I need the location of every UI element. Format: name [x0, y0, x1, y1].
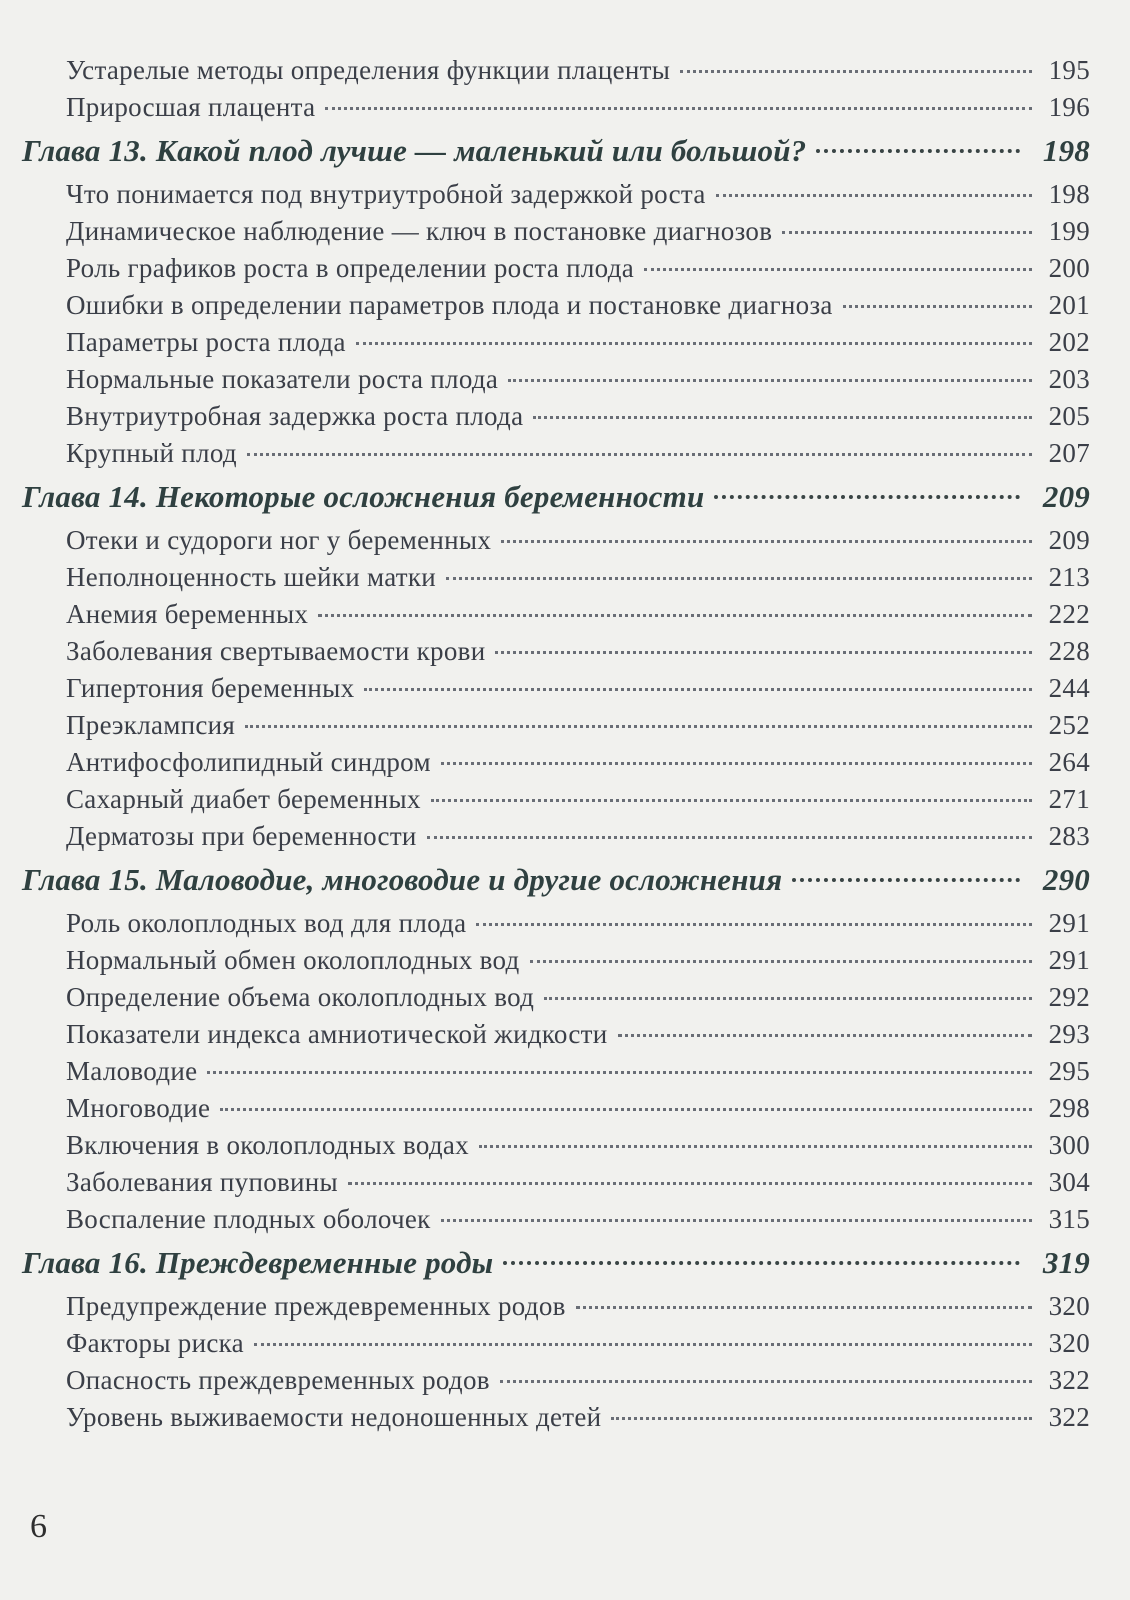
page-reference: 315 — [1048, 1204, 1090, 1234]
dot-leader — [325, 107, 1032, 110]
toc-section-entry — [22, 1325, 1090, 1362]
section-title: Заболевания пуповины — [66, 1167, 338, 1197]
toc-chapter-entry — [22, 472, 1090, 522]
dot-leader — [500, 1380, 1032, 1383]
dot-leader — [476, 923, 1032, 926]
dot-leader — [441, 1219, 1032, 1222]
toc-section-entry — [22, 633, 1090, 670]
page-reference: 291 — [1048, 908, 1090, 938]
toc-section-entry — [22, 1053, 1090, 1090]
page-reference: 300 — [1048, 1130, 1090, 1160]
dot-leader — [446, 577, 1032, 580]
toc-section-entry — [22, 1016, 1090, 1053]
dot-leader — [356, 342, 1032, 345]
dot-leader — [348, 1182, 1032, 1185]
section-title: Опасность преждевременных родов — [66, 1365, 490, 1395]
page-reference: 244 — [1048, 673, 1090, 703]
dot-leader — [427, 836, 1032, 839]
section-title: Устарелые методы определения функции плаценты — [66, 55, 671, 85]
toc-section-entry — [22, 361, 1090, 398]
toc-section-entry — [22, 1399, 1090, 1436]
page-reference: 252 — [1048, 710, 1090, 740]
page-number: 6 — [30, 1508, 47, 1545]
dot-leader — [530, 960, 1032, 963]
section-title: Динамическое наблюдение — ключ в постановке диагнозов — [66, 216, 773, 246]
section-title: Нормальные показатели роста плода — [66, 364, 499, 394]
page-reference: 200 — [1048, 253, 1090, 283]
toc-section-entry — [22, 942, 1090, 979]
toc-section-entry — [22, 781, 1090, 818]
section-title: Воспаление плодных оболочек — [66, 1204, 431, 1234]
toc-section-entry — [22, 1288, 1090, 1325]
chapter-title: Глава 15. Маловодие, многоводие и другие осложнения — [22, 862, 783, 897]
toc-section-entry — [22, 89, 1090, 126]
section-title: Многоводие — [66, 1093, 211, 1123]
page-reference: 322 — [1048, 1365, 1090, 1395]
section-title: Уровень выживаемости недоношенных детей — [66, 1402, 602, 1432]
page-reference: 295 — [1048, 1056, 1090, 1086]
dot-leader — [495, 651, 1032, 654]
dot-leader — [792, 878, 1020, 882]
dot-leader — [533, 416, 1032, 419]
chapter-title: Глава 14. Некоторые осложнения беременности — [22, 479, 705, 514]
toc-section-entry — [22, 905, 1090, 942]
toc-section-entry — [22, 176, 1090, 213]
section-title: Сахарный диабет беременных — [66, 784, 421, 814]
dot-leader — [644, 268, 1032, 271]
toc-chapter-entry — [22, 855, 1090, 905]
section-title: Включения в околоплодных водах — [66, 1130, 469, 1160]
toc-section-entry — [22, 1127, 1090, 1164]
section-title: Факторы риска — [66, 1328, 244, 1358]
section-title: Параметры роста плода — [66, 327, 346, 357]
dot-leader — [508, 379, 1032, 382]
toc-section-entry — [22, 744, 1090, 781]
dot-leader — [207, 1071, 1032, 1074]
section-title: Заболевания свертываемости крови — [66, 636, 486, 666]
page-reference: 283 — [1048, 821, 1090, 851]
toc-section-entry — [22, 250, 1090, 287]
section-title: Неполноценность шейки матки — [66, 562, 437, 592]
section-title: Определение объема околоплодных вод — [66, 982, 535, 1012]
page-reference: 209 — [1042, 479, 1090, 514]
section-title: Что понимается под внутриутробной задержкой роста — [66, 179, 706, 209]
page-reference: 203 — [1048, 364, 1090, 394]
page-reference: 195 — [1048, 55, 1090, 85]
toc-section-entry — [22, 979, 1090, 1016]
page-reference: 201 — [1048, 290, 1090, 320]
toc-section-entry — [22, 287, 1090, 324]
section-title: Антифосфолипидный синдром — [66, 747, 431, 777]
section-title: Показатели индекса амниотической жидкости — [66, 1019, 608, 1049]
page-reference: 264 — [1048, 747, 1090, 777]
dot-leader — [618, 1034, 1032, 1037]
chapter-title: Глава 16. Преждевременные роды — [22, 1245, 494, 1280]
dot-leader — [611, 1417, 1032, 1420]
page-reference: 298 — [1048, 1093, 1090, 1123]
page-reference: 209 — [1048, 525, 1090, 555]
page-reference: 207 — [1048, 438, 1090, 468]
page-reference: 199 — [1048, 216, 1090, 246]
page-reference: 292 — [1048, 982, 1090, 1012]
section-title: Гипертония беременных — [66, 673, 355, 703]
toc-section-entry — [22, 324, 1090, 361]
toc-chapter-entry — [22, 1238, 1090, 1288]
toc-section-entry — [22, 670, 1090, 707]
toc-section-entry — [22, 1090, 1090, 1127]
page-reference: 205 — [1048, 401, 1090, 431]
page-reference: 320 — [1048, 1328, 1090, 1358]
dot-leader — [843, 305, 1032, 308]
page-reference: 291 — [1048, 945, 1090, 975]
section-title: Внутриутробная задержка роста плода — [66, 401, 524, 431]
toc-section-entry — [22, 1201, 1090, 1238]
dot-leader — [503, 1261, 1020, 1265]
section-title: Роль околоплодных вод для плода — [66, 908, 467, 938]
toc-section-entry — [22, 52, 1090, 89]
toc-section-entry — [22, 1362, 1090, 1399]
dot-leader — [254, 1343, 1032, 1346]
toc-section-entry — [22, 707, 1090, 744]
page-reference: 222 — [1048, 599, 1090, 629]
toc-section-entry — [22, 398, 1090, 435]
section-title: Нормальный обмен околоплодных вод — [66, 945, 520, 975]
dot-leader — [714, 495, 1020, 499]
section-title: Преэклампсия — [66, 710, 236, 740]
dot-leader — [576, 1306, 1032, 1309]
toc-section-entry — [22, 435, 1090, 472]
dot-leader — [544, 997, 1032, 1000]
dot-leader — [782, 231, 1032, 234]
dot-leader — [364, 688, 1032, 691]
page-reference: 213 — [1048, 562, 1090, 592]
section-title: Дерматозы при беременности — [66, 821, 417, 851]
dot-leader — [501, 540, 1032, 543]
dot-leader — [220, 1108, 1032, 1111]
section-title: Отеки и судороги ног у беременных — [66, 525, 492, 555]
chapter-title: Глава 13. Какой плод лучше — маленький или большой? — [22, 133, 807, 168]
table-of-contents — [22, 52, 1090, 1436]
dot-leader — [247, 453, 1032, 456]
dot-leader — [479, 1145, 1032, 1148]
page-reference: 304 — [1048, 1167, 1090, 1197]
section-title: Приросшая плацента — [66, 92, 316, 122]
page-reference: 202 — [1048, 327, 1090, 357]
dot-leader — [680, 70, 1032, 73]
toc-chapter-entry — [22, 126, 1090, 176]
page-reference: 196 — [1048, 92, 1090, 122]
page-reference: 198 — [1048, 179, 1090, 209]
page-reference: 228 — [1048, 636, 1090, 666]
section-title: Роль графиков роста в определении роста плода — [66, 253, 635, 283]
section-title: Крупный плод — [66, 438, 237, 468]
dot-leader — [431, 799, 1032, 802]
section-title: Ошибки в определении параметров плода и постановке диагноза — [66, 290, 833, 320]
dot-leader — [716, 194, 1032, 197]
dot-leader — [245, 725, 1032, 728]
toc-section-entry — [22, 559, 1090, 596]
page-reference: 290 — [1042, 862, 1090, 897]
toc-section-entry — [22, 522, 1090, 559]
dot-leader — [441, 762, 1032, 765]
page-reference: 198 — [1042, 133, 1090, 168]
page-reference: 319 — [1042, 1245, 1090, 1280]
page-reference: 322 — [1048, 1402, 1090, 1432]
dot-leader — [318, 614, 1032, 617]
page-reference: 320 — [1048, 1291, 1090, 1321]
toc-section-entry — [22, 213, 1090, 250]
section-title: Маловодие — [66, 1056, 198, 1086]
page-reference: 293 — [1048, 1019, 1090, 1049]
toc-section-entry — [22, 1164, 1090, 1201]
toc-section-entry — [22, 596, 1090, 633]
page-reference: 271 — [1048, 784, 1090, 814]
section-title: Предупреждение преждевременных родов — [66, 1291, 566, 1321]
section-title: Анемия беременных — [66, 599, 309, 629]
toc-section-entry — [22, 818, 1090, 855]
dot-leader — [816, 149, 1020, 153]
